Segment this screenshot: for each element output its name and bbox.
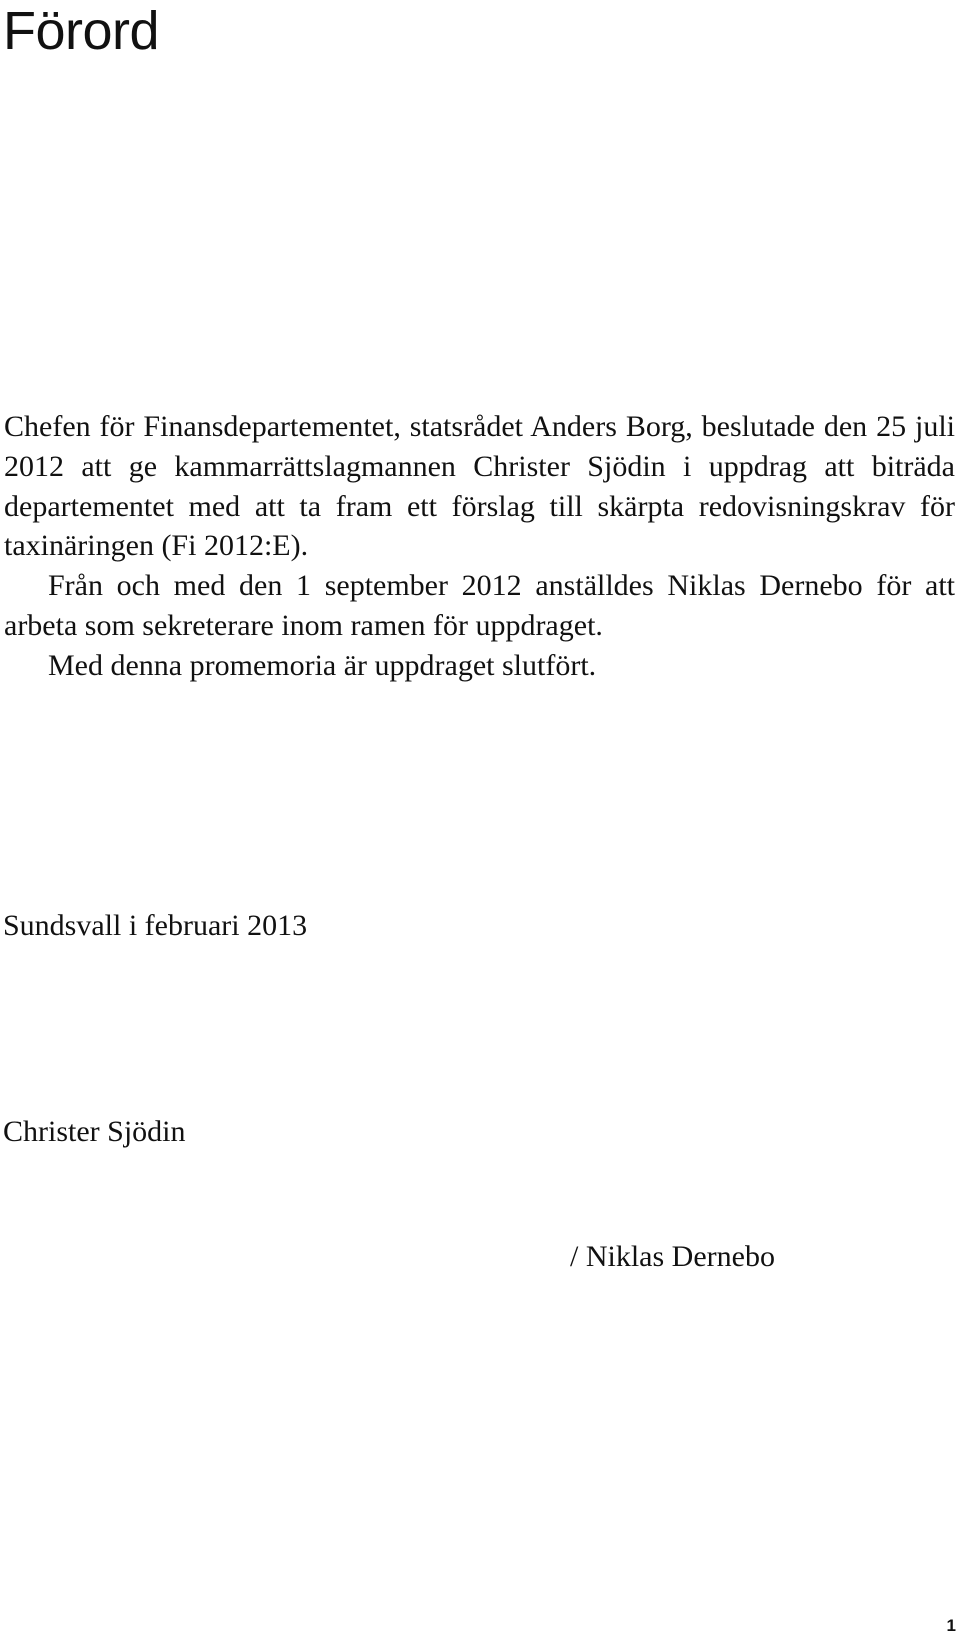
paragraph-assignment: Chefen för Finansdepartementet, statsrådet Anders Borg, beslutade den 25 juli 2012 att ge kammarrättslagmannen Christer Sjödin i uppdrag att biträda departementet med att ta fram ett förslag till skärpta redovisningskrav för taxinäringen (Fi 2012:E). [4,410,955,563]
paragraph-conclusion: Med denna promemoria är uppdraget slutfört. [48,648,597,682]
signature-christer-sjodin: Christer Sjödin [3,1115,186,1148]
body-text [4,407,955,686]
signature-niklas-dernebo: / Niklas Dernebo [570,1240,775,1273]
page-title: Förord [3,1,160,61]
place-and-date: Sundsvall i februari 2013 [3,909,308,942]
page-number: 1 [946,1616,956,1635]
paragraph-secretary: Från och med den 1 september 2012 anställdes Niklas Dernebo för att arbeta som sekreterare inom ramen för uppdraget. [4,569,955,642]
